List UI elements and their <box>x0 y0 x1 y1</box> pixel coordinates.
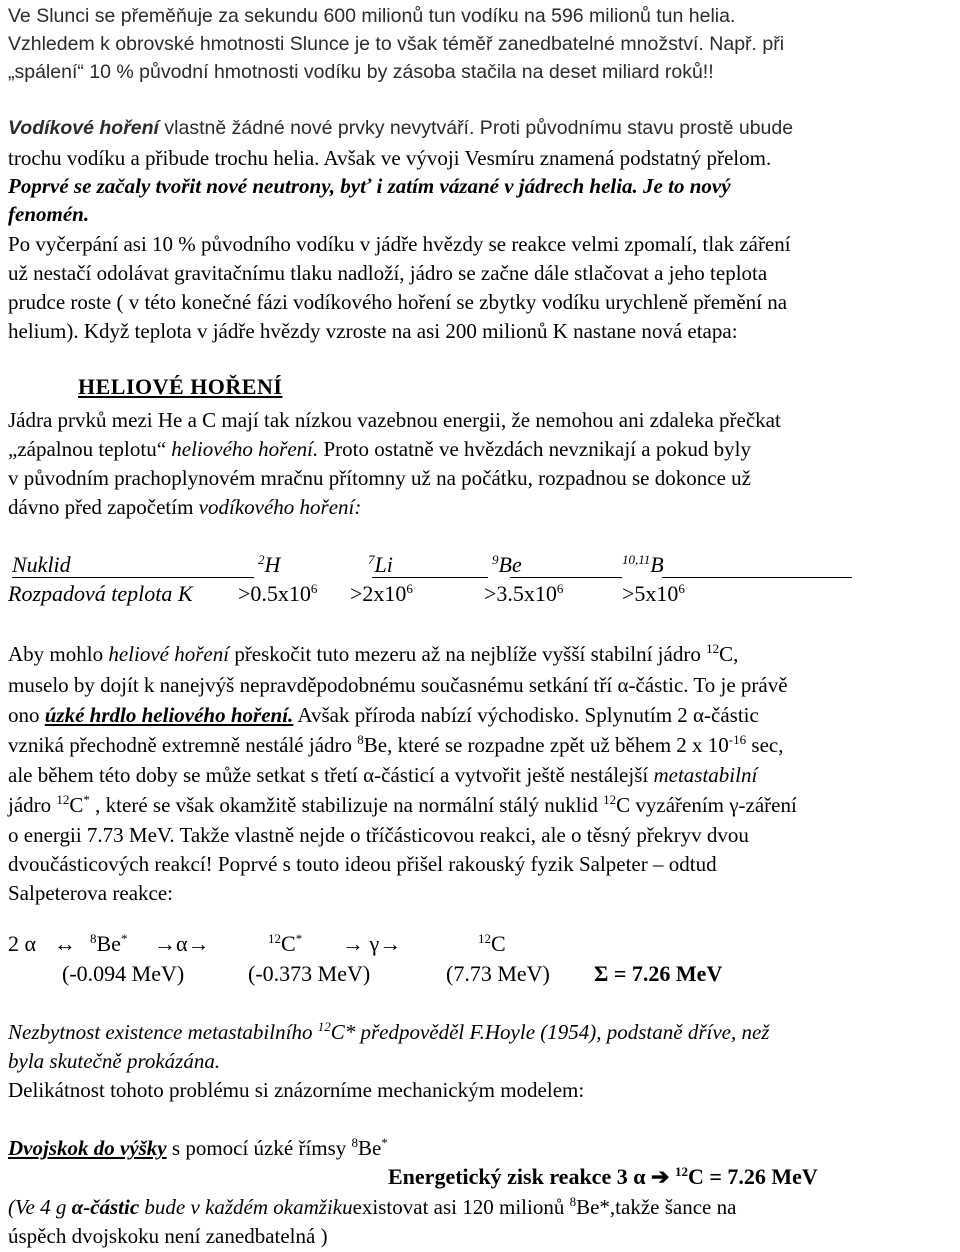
text-span: (Ve 4 g <box>8 1195 72 1219</box>
text-line <box>8 1018 956 1046</box>
text-span: Aby mohlo <box>8 642 109 666</box>
exponent: 6 <box>406 581 413 596</box>
superscript: * <box>381 1135 388 1150</box>
text-line <box>8 731 956 759</box>
superscript: 8 <box>569 1194 577 1209</box>
emphasis: heliového hoření. <box>171 437 319 461</box>
text-span: existovat asi 120 milionů <box>352 1195 570 1219</box>
underline <box>662 577 852 578</box>
text-line <box>8 435 956 463</box>
superscript: -16 <box>728 732 747 747</box>
text-span: Be, které se rozpadne zpět už během 2 x 10 <box>363 733 729 757</box>
symbol: C <box>281 931 296 956</box>
reaction-step: →α→ <box>154 931 210 956</box>
superscript: 12 <box>706 641 720 656</box>
text-span: Be <box>358 1136 382 1160</box>
reaction-be8 <box>90 930 127 958</box>
row-label: Rozpadová teplota K <box>8 581 193 606</box>
text-span: bude v každém okamžiku <box>139 1195 353 1219</box>
value: >3.5x10 <box>484 581 557 606</box>
text-line: Ve Slunci se přeměňuje za sekundu 600 milionů tun vodíku na 596 milionů tun helia. <box>8 5 736 27</box>
temp-value <box>350 580 413 608</box>
symbol: B <box>650 552 664 577</box>
energy-value: (-0.373 MeV) <box>248 961 371 986</box>
text-line: Poprvé se začaly tvořit nové neutrony, byť i zatím vázané v jádrech helia. Je to nový <box>8 174 731 198</box>
text-line <box>8 640 956 668</box>
text-span: vzniká přechodně extremně nestálé jádro <box>8 733 358 757</box>
symbol: Be <box>498 552 522 577</box>
text-span: C = 7.26 MeV <box>687 1164 818 1189</box>
emphasis: úzké hrdlo heliového hoření. <box>44 703 294 727</box>
mass-number: 7 <box>368 552 375 567</box>
text-line <box>8 493 956 521</box>
symbol: H <box>264 552 281 577</box>
energy-value: (-0.094 MeV) <box>62 961 185 986</box>
emphasis: Dvojskok do výšky <box>8 1136 167 1160</box>
text-span: ale během této doby se může setkat s třetí α-částicí a vytvořit ještě nestálejší <box>8 763 654 787</box>
energy-gain <box>388 1163 818 1191</box>
text-span: C, <box>719 642 739 666</box>
superscript: * <box>120 931 128 946</box>
reaction-step: → γ→ <box>342 931 402 956</box>
text-line <box>8 761 956 789</box>
superscript: * <box>295 931 303 946</box>
superscript: * <box>83 792 90 807</box>
symbol: C <box>491 931 506 956</box>
temp-value <box>622 580 685 608</box>
symbol: Be <box>96 931 121 956</box>
superscript: 8 <box>351 1135 359 1150</box>
mass-number: 2 <box>258 552 265 567</box>
value: >5x10 <box>622 581 679 606</box>
row-label: Nuklid <box>12 552 71 577</box>
text-span: přeskočit tuto mezeru až na nejblíže vyšší stabilní jádro <box>229 642 707 666</box>
text-line: prudce roste ( v této konečné fázi vodíkového hoření se zbytky vodíku urychleně přemění na <box>8 290 788 314</box>
text-line: Po vyčerpání asi 10 % původního vodíku v jádře hvězdy se reakce velmi zpomalí, tlak záření <box>8 232 791 256</box>
nuclide-h <box>258 551 280 579</box>
text-line: byla skutečně prokázána. <box>8 1049 221 1073</box>
text-line: Delikátnost tohoto problému si znázorníme mechanickým modelem: <box>8 1078 585 1102</box>
emphasis: vodíkového hoření: <box>198 495 362 519</box>
temp-value <box>484 580 563 608</box>
text-line: helium). Když teplota v jádře hvězdy vzroste na asi 200 milionů K nastane nová etapa: <box>8 319 738 343</box>
superscript: 12 <box>603 792 617 807</box>
temp-value <box>238 580 317 608</box>
underline <box>372 577 488 578</box>
text-span: Nezbytnost existence metastabilního <box>8 1020 318 1044</box>
temperature-row <box>8 580 948 610</box>
text-span: C <box>69 793 84 817</box>
symbol: Li <box>374 552 393 577</box>
text-span: „zápalnou teplotu“ <box>8 437 172 461</box>
exponent: 6 <box>678 581 685 596</box>
superscript: 12 <box>478 931 491 946</box>
text-line: úspěch dvojskoku není zanedbatelná ) <box>8 1224 328 1248</box>
energy-value: (7.73 MeV) <box>446 961 550 986</box>
emphasis: heliové hoření <box>108 642 230 666</box>
superscript: 12 <box>674 1164 688 1179</box>
text-span: dávno před započetím <box>8 495 199 519</box>
emphasis: metastabilní <box>653 763 758 787</box>
text-line: muselo by dojít k nanejvýš nepravděpodobnému současnému setkání tří α-částic. To je právě <box>8 673 788 697</box>
text-span: ono <box>8 703 45 727</box>
emphasis: α-částic <box>71 1195 140 1219</box>
section-heading: HELIOVÉ HOŘENÍ <box>78 374 283 399</box>
text-line: trochu vodíku a přibude trochu helia. Avšak ve vývoji Vesmíru znamená podstatný přelom. <box>8 146 772 170</box>
emphasis: Vodíkové hoření <box>8 117 159 139</box>
text-line: fenomén. <box>8 202 90 226</box>
superscript: 12 <box>56 792 70 807</box>
nuclide-be <box>492 551 522 579</box>
text-line: Jádra prvků mezi He a C mají tak nízkou vazebnou energii, že nemohou ani zdaleka přečkat <box>8 408 781 432</box>
text-span: vlastně žádné nové prvky nevytváří. Proti původnímu stavu prostě ubude <box>158 117 794 139</box>
text-span: C vyzářením γ-záření <box>616 793 797 817</box>
reaction-c12 <box>478 930 506 958</box>
text-span: C* předpověděl F.Hoyle (1954), podstaně dříve, než <box>330 1020 770 1044</box>
mass-number: 10,11 <box>622 552 651 567</box>
text-line: dvoučásticových reakcí! Poprvé s touto ideou přišel rakouský fyzik Salpeter – odtud <box>8 852 717 876</box>
text-span: Proto ostatně ve hvězdách nevznikají a pokud byly <box>318 437 751 461</box>
reaction-alpha: 2 α <box>8 931 37 956</box>
reaction-arrow: ↔ <box>54 931 76 956</box>
value: >0.5x10 <box>238 581 311 606</box>
superscript: 8 <box>357 732 364 747</box>
text-line: o energii 7.73 MeV. Takže vlastně nejde o tříčásticovou reakci, ale o těsný překryv dvou <box>8 823 749 847</box>
text-line: Vzhledem k obrovské hmotnosti Slunce je to však téměř zanedbatelné množství. Např. při <box>8 33 785 55</box>
text-line: v původním prachoplynovém mračnu přítomny už na počátku, rozpadnou se dokonce už <box>8 466 751 490</box>
mass-number: 9 <box>492 552 499 567</box>
text-line <box>8 1134 956 1162</box>
exponent: 6 <box>310 581 318 596</box>
exponent: 6 <box>556 581 564 596</box>
text-span: Be*,takže šance na <box>576 1195 737 1219</box>
superscript: 8 <box>90 931 97 946</box>
superscript: 12 <box>317 1019 331 1034</box>
underline <box>510 577 622 578</box>
superscript: 12 <box>268 931 281 946</box>
energy-sum: Σ = 7.26 MeV <box>594 961 723 986</box>
text-span: , které se však okamžitě stabilizuje na normální stálý nuklid <box>89 793 604 817</box>
text-line <box>8 791 956 819</box>
text-line: už nestačí odolávat gravitačnímu tlaku nadloží, jádro se začne dále stlačovat a jeho teplota <box>8 261 768 285</box>
text-span: s pomocí úzké římsy <box>166 1136 352 1160</box>
text-line: Salpeterova reakce: <box>8 881 173 905</box>
text-line: „spálení“ 10 % původní hmotnosti vodíku by zásoba stačila na deset miliard roků!! <box>8 61 714 83</box>
text-span: Avšak příroda nabízí východisko. Splynutím 2 α-částic <box>293 703 759 727</box>
nuclide-li <box>368 551 393 579</box>
text-line <box>8 1193 956 1221</box>
text-line <box>8 114 956 142</box>
nuclide-b <box>622 551 664 579</box>
reaction-c12-star <box>268 930 302 958</box>
text-line <box>8 701 956 729</box>
text-span: sec, <box>746 733 784 757</box>
arrow-icon: ➔ <box>651 1164 670 1189</box>
text-span: Energetický zisk reakce 3 α <box>388 1164 651 1189</box>
underline <box>12 577 254 578</box>
text-span: jádro <box>8 793 57 817</box>
value: >2x10 <box>350 581 407 606</box>
